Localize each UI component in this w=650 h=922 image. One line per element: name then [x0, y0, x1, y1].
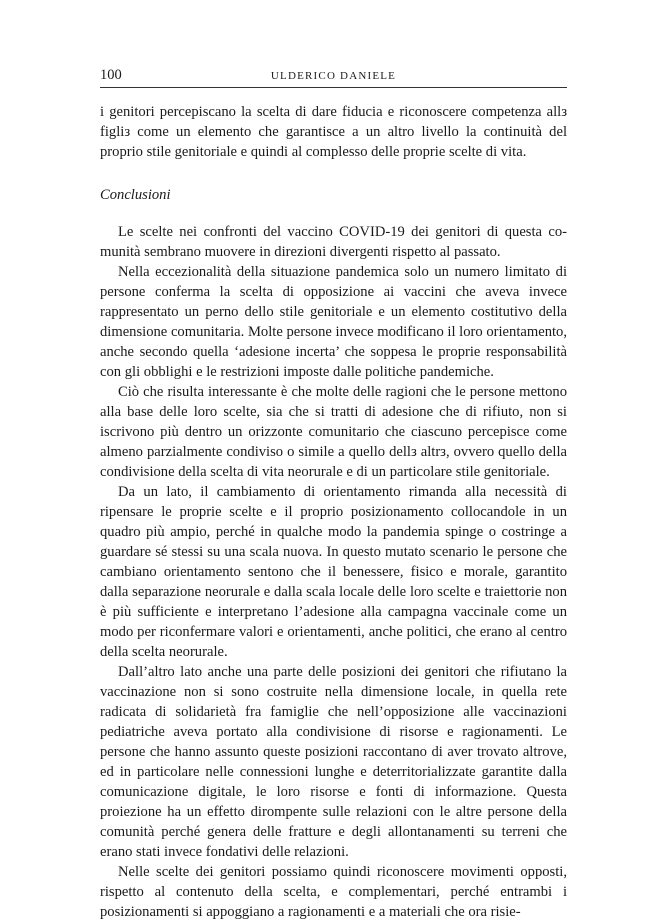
- running-head: [100, 66, 567, 84]
- paragraph: Ciò che risulta interessante è che molte delle ragioni che le persone mettono alla base delle loro scelte, sia che si tratti di adesione che di rifiuto, non si iscrivono più dentro un orizzonte comunitario che ciascuno percepisce come almeno parzialmente condiviso o simile a quello dellз altrз, ovvero quello della condivisione della scelta di vita neorurale e di un particolare stile genitoriale.: [100, 384, 567, 480]
- paragraph: Le scelte nei confronti del vaccino COVID-19 dei genitori di questa comunità sembrano muovere in direzioni divergenti rispetto al passato.: [100, 224, 567, 260]
- body-text: [100, 102, 567, 922]
- section-title: Conclusioni: [100, 187, 171, 203]
- header-rule: [100, 87, 567, 88]
- book-page: [100, 66, 567, 922]
- paragraph: Nelle scelte dei genitori possiamo quindi riconoscere movimenti opposti, rispetto al contenuto della scelta, e complementari, perché entrambi i posizionamenti si appoggiano a ragionamenti e a materiali che ora risie-: [100, 864, 567, 920]
- running-head-author: ULDERICO DANIELE: [270, 70, 397, 82]
- paragraph: Nella eccezionalità della situazione pandemica solo un numero limitato di persone conferma la scelta di opposizione ai vaccini che aveva invece rappresentato un perno dello stile genitoriale e un elemento costitutivo della dimensione comunitaria. Molte persone invece modificano il loro orientamento, anche secondo quella ‘adesione incerta’ che soppesa le proprie responsabilità con gli obblighi e le restrizioni imposte dalle politiche pandemiche.: [100, 264, 567, 380]
- paragraph-continuation: i genitori percepiscano la scelta di dare fiducia e riconoscere competenza allз figliз come un elemento che garantisce a un altro livello la continuità del proprio stile genitoriale e quindi al complesso delle proprie scelte di vita.: [100, 104, 567, 160]
- page-number: 100: [100, 67, 122, 83]
- paragraph: Dall’altro lato anche una parte delle posizioni dei genitori che rifiutano la vaccinazione non si sono costruite nella dimensione locale, in quella rete radicata di solidarietà fra famiglie che nell’opposizione alle vaccinazioni pediatriche aveva portato alla condivisione di risorse e ragionamenti. Le persone che hanno assunto queste posizioni raccontano di aver trovato altrove, ed in particolare nelle connessioni lunghe e deterritorializzate garantite dalla comunicazione digitale, le loro risorse e fonti di informazione. Questa proiezione ha un effetto dirompente sulle relazioni con le altre persone della comunità perché genera delle fratture e degli allontanamenti su terreni che erano stati invece fondativi delle relazioni.: [100, 664, 567, 860]
- paragraph: Da un lato, il cambiamento di orientamento rimanda alla necessità di ripensare le proprie scelte e il proprio posizionamento collocandole in un quadro più ampio, perché in qualche modo la pandemia spinge o costringe a guardare sé stessi su una scala nuova. In questo mutato scenario le persone che cambiano orientamento sentono che il benessere, fisico e morale, garantito dalla separazione neorurale e dalla scala locale delle loro scelte e traiettorie non è più sufficiente e interpretano l’adesione alla campagna vaccinale come un modo per riconfermare valori e orientamenti, anche politici, che erano al centro della scelta neorurale.: [100, 484, 567, 660]
